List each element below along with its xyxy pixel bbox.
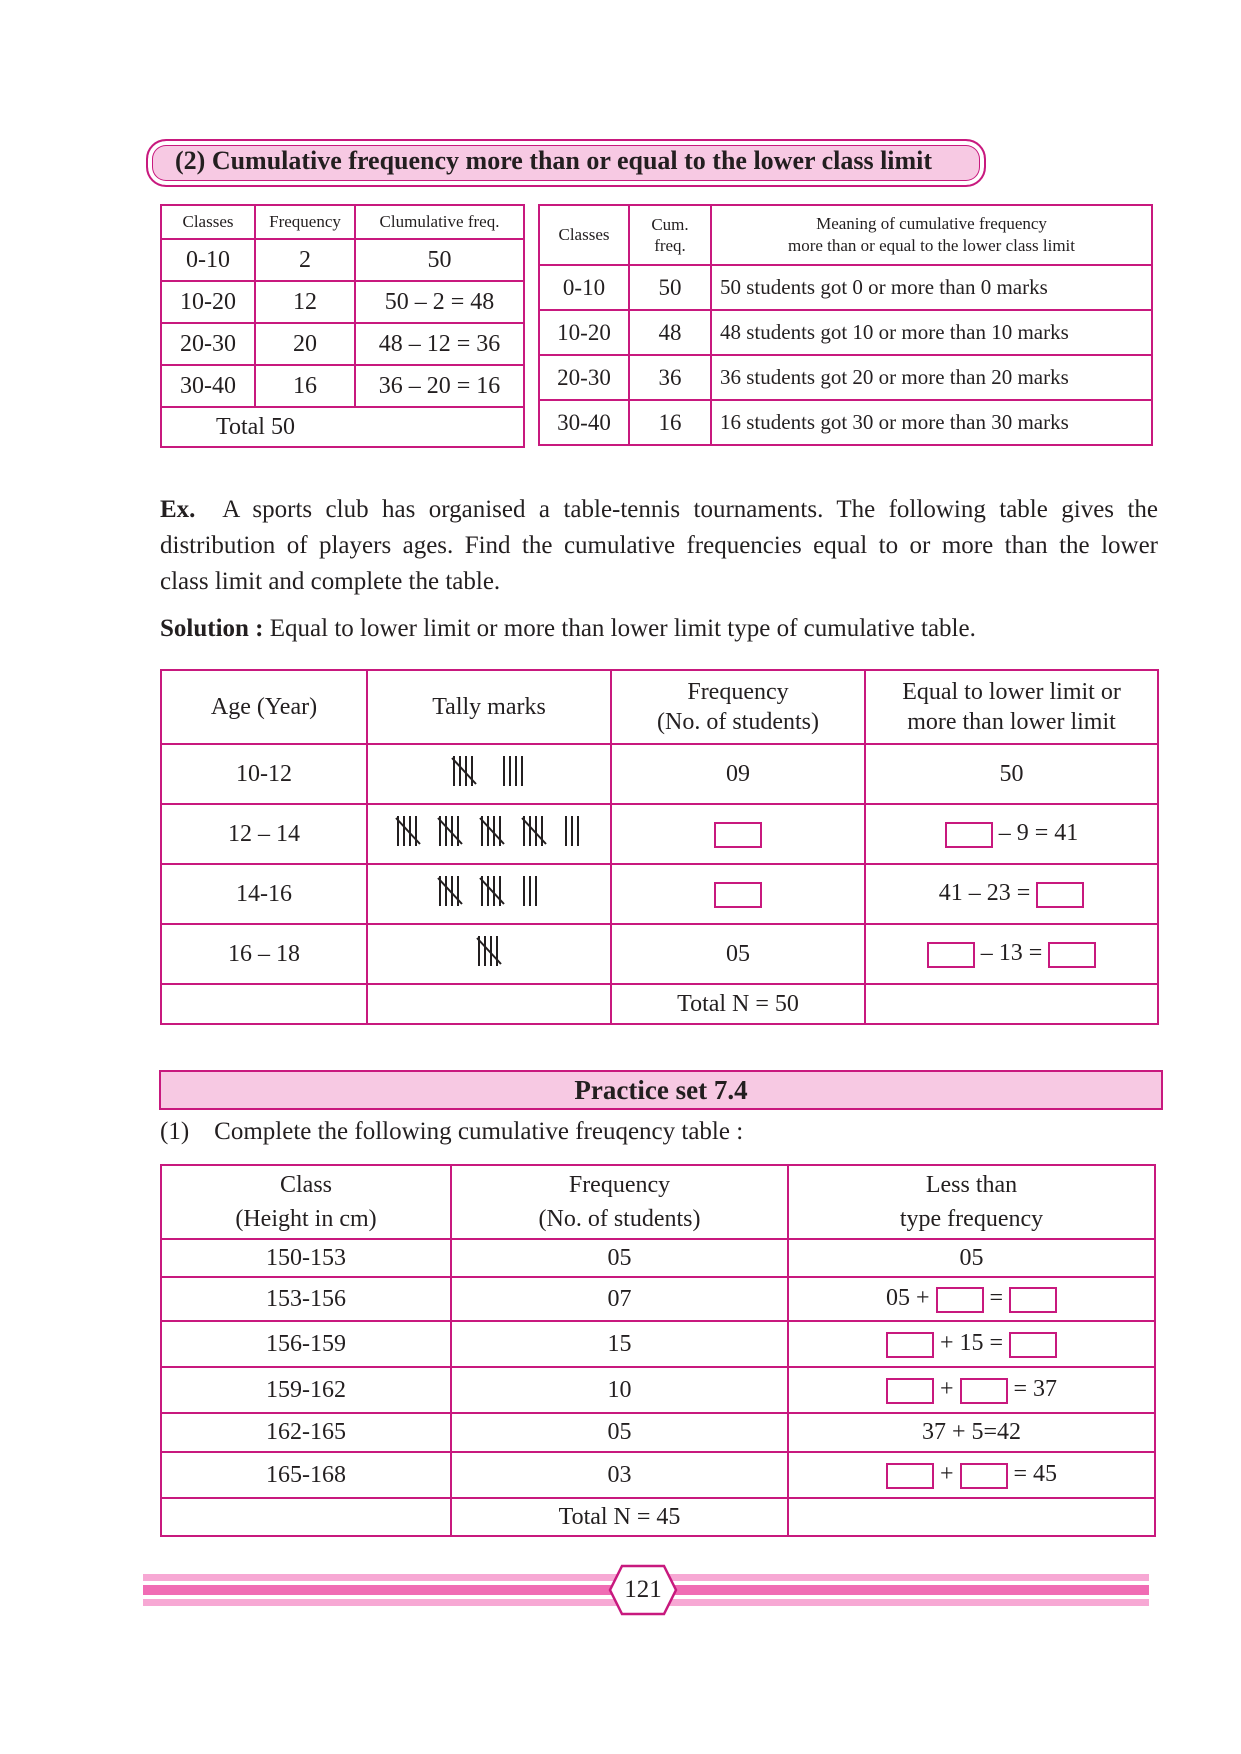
example-paragraph	[160, 492, 1158, 600]
cum-expression: +	[939, 1376, 954, 1403]
frequency-header-line1: Frequency	[568, 1172, 671, 1198]
answer-box[interactable]	[927, 942, 975, 968]
table-cell: 05	[788, 1239, 1155, 1277]
cumulative-meaning-table	[538, 204, 1153, 446]
table-cell: 15	[451, 1321, 788, 1367]
table-cell: 37 + 5=42	[788, 1413, 1155, 1452]
table-cell: 0-10	[539, 265, 629, 310]
table-cell	[865, 984, 1158, 1024]
table-header	[711, 205, 1152, 265]
answer-box[interactable]	[936, 1287, 984, 1313]
tally-five-icon	[437, 814, 463, 855]
table-cell: 16	[255, 365, 355, 407]
question-number: (1)	[160, 1118, 190, 1145]
table-cell: 16	[629, 400, 711, 445]
table-cell: 48 students got 10 or more than 10 marks	[711, 310, 1152, 355]
table-cell: 05	[451, 1413, 788, 1452]
answer-box[interactable]	[1009, 1332, 1057, 1358]
table-cell: 20-30	[539, 355, 629, 400]
table-cell	[788, 1498, 1155, 1536]
answer-box[interactable]	[960, 1463, 1008, 1489]
tally-cell	[367, 804, 611, 864]
table-cell: 10-20	[161, 281, 255, 323]
table-cell: 50 students got 0 or more than 0 marks	[711, 265, 1152, 310]
table-cell: 07	[451, 1277, 788, 1321]
table-cell: 30-40	[161, 365, 255, 407]
table-header	[161, 1165, 451, 1239]
solution-label: Solution :	[160, 615, 264, 642]
table-header	[451, 1165, 788, 1239]
table-cell: 150-153	[161, 1239, 451, 1277]
table-cell: 12	[255, 281, 355, 323]
practice-set-title: Practice set 7.4	[159, 1070, 1163, 1110]
question-text: Complete the following cumulative freuqency table :	[214, 1118, 744, 1145]
tally-five-icon	[479, 874, 505, 915]
answer-box[interactable]	[1036, 882, 1084, 908]
cum-expression: 05 +	[885, 1285, 930, 1312]
table-cell: 159-162	[161, 1367, 451, 1413]
meaning-header-line2: more than or equal to the lower class limit	[787, 236, 1076, 255]
answer-box[interactable]	[886, 1332, 934, 1358]
cum-expression: – 13 =	[980, 940, 1043, 967]
table-cell	[865, 804, 1158, 864]
answer-box[interactable]	[945, 822, 993, 848]
question-line	[160, 1114, 743, 1150]
table-cell	[161, 1498, 451, 1536]
solution-text: Equal to lower limit or more than lower limit type of cumulative table.	[263, 615, 976, 642]
table-cell: 50	[865, 744, 1158, 804]
less-than-header-line1: Less than	[925, 1172, 1018, 1198]
table-cell: 30-40	[539, 400, 629, 445]
table-cell: 36	[629, 355, 711, 400]
table-cell: 165-168	[161, 1452, 451, 1498]
table-cell: 16 students got 30 or more than 30 marks	[711, 400, 1152, 445]
frequency-header-line2: (No. of students)	[538, 1206, 701, 1232]
tally-cell	[367, 924, 611, 984]
table-header: Classes	[161, 205, 255, 239]
cum-expression: + 15 =	[939, 1330, 1004, 1357]
cumulative-header-line1: Equal to lower limit or	[902, 679, 1121, 705]
answer-cell	[611, 864, 865, 924]
table-cell: 50 – 2 = 48	[355, 281, 524, 323]
cum-freq-header: Cum. freq.	[651, 215, 689, 255]
answer-box[interactable]	[1009, 1287, 1057, 1313]
answer-cell	[611, 804, 865, 864]
table-cell	[788, 1277, 1155, 1321]
table-cell: 0-10	[161, 239, 255, 281]
table-cell	[161, 984, 367, 1024]
height-cumulative-table	[160, 1164, 1156, 1537]
cumulative-table-a	[160, 204, 525, 448]
cum-expression: =	[989, 1285, 1004, 1312]
meaning-header-line1: Meaning of cumulative frequency	[816, 214, 1047, 233]
table-header	[865, 670, 1158, 744]
table-cell: 10-12	[161, 744, 367, 804]
table-header: Clumulative freq.	[355, 205, 524, 239]
table-header	[611, 670, 865, 744]
table-cell	[788, 1367, 1155, 1413]
age-cumulative-table	[160, 669, 1159, 1025]
answer-box[interactable]	[714, 882, 762, 908]
tally-five-icon	[451, 754, 477, 795]
table-cell	[367, 984, 611, 1024]
table-cell: 162-165	[161, 1413, 451, 1452]
section-heading: (2) Cumulative frequency more than or equal to the lower class limit	[175, 146, 933, 175]
table-header	[629, 205, 711, 265]
class-header-line2: (Height in cm)	[235, 1206, 377, 1232]
table-cell: 20	[255, 323, 355, 365]
table-cell: 10-20	[539, 310, 629, 355]
table-cell	[788, 1452, 1155, 1498]
table-cell	[865, 864, 1158, 924]
tally-four-icon	[501, 754, 527, 795]
tally-cell	[367, 744, 611, 804]
table-cell: 2	[255, 239, 355, 281]
solution-line	[160, 611, 976, 647]
table-cell: 12 – 14	[161, 804, 367, 864]
example-line1	[160, 492, 1158, 528]
tally-cell	[367, 864, 611, 924]
table-cell: 48	[629, 310, 711, 355]
table-cell	[865, 924, 1158, 984]
tally-five-icon	[521, 814, 547, 855]
table-cell: 03	[451, 1452, 788, 1498]
table-cell: 50	[629, 265, 711, 310]
tally-five-icon	[479, 814, 505, 855]
example-label: Ex.	[160, 496, 196, 523]
tally-five-icon	[437, 874, 463, 915]
table-total: Total N = 45	[451, 1498, 788, 1536]
frequency-header-line2: (No. of students)	[657, 709, 819, 735]
table-cell: 50	[355, 239, 524, 281]
answer-box[interactable]	[886, 1463, 934, 1489]
answer-box[interactable]	[886, 1378, 934, 1404]
table-cell	[788, 1321, 1155, 1367]
page-number: 121	[624, 1576, 662, 1603]
table-cell: 20-30	[161, 323, 255, 365]
answer-box[interactable]	[960, 1378, 1008, 1404]
cum-expression: = 45	[1013, 1461, 1058, 1488]
example-text: A sports club has organised a table-tennis tournaments. The following table gives the	[222, 496, 1158, 523]
table-cell: 48 – 12 = 36	[355, 323, 524, 365]
cum-expression: +	[939, 1461, 954, 1488]
table-cell: 05	[451, 1239, 788, 1277]
answer-box[interactable]	[1048, 942, 1096, 968]
tally-five-icon	[476, 934, 502, 975]
tally-five-icon	[395, 814, 421, 855]
table-header: Classes	[539, 205, 629, 265]
table-cell: 156-159	[161, 1321, 451, 1367]
table-header: Tally marks	[367, 670, 611, 744]
table-cell: 36 – 20 = 16	[355, 365, 524, 407]
cum-expression: – 9 = 41	[998, 820, 1079, 847]
table-cell: 10	[451, 1367, 788, 1413]
table-cell: 05	[611, 924, 865, 984]
table-total: Total 50	[161, 407, 524, 447]
table-total: Total N = 50	[611, 984, 865, 1024]
tally-three-icon	[563, 814, 583, 855]
table-cell: 16 – 18	[161, 924, 367, 984]
table-cell: 36 students got 20 or more than 20 marks	[711, 355, 1152, 400]
table-cell: 09	[611, 744, 865, 804]
less-than-header-line2: type frequency	[899, 1206, 1044, 1232]
cum-expression: = 37	[1013, 1376, 1058, 1403]
table-cell: 153-156	[161, 1277, 451, 1321]
table-header: Frequency	[255, 205, 355, 239]
frequency-header-line1: Frequency	[687, 679, 789, 705]
cum-expression: 41 – 23 =	[938, 880, 1031, 907]
answer-box[interactable]	[714, 822, 762, 848]
table-cell: 14-16	[161, 864, 367, 924]
example-line2: distribution of players ages. Find the cumulative frequencies equal to or more than the lower	[160, 532, 1158, 559]
cumulative-header-line2: more than lower limit	[907, 709, 1116, 735]
example-line3: class limit and complete the table.	[160, 568, 501, 595]
tally-three-icon	[521, 874, 541, 915]
class-header-line1: Class	[279, 1172, 332, 1198]
table-header	[788, 1165, 1155, 1239]
table-header: Age (Year)	[161, 670, 367, 744]
